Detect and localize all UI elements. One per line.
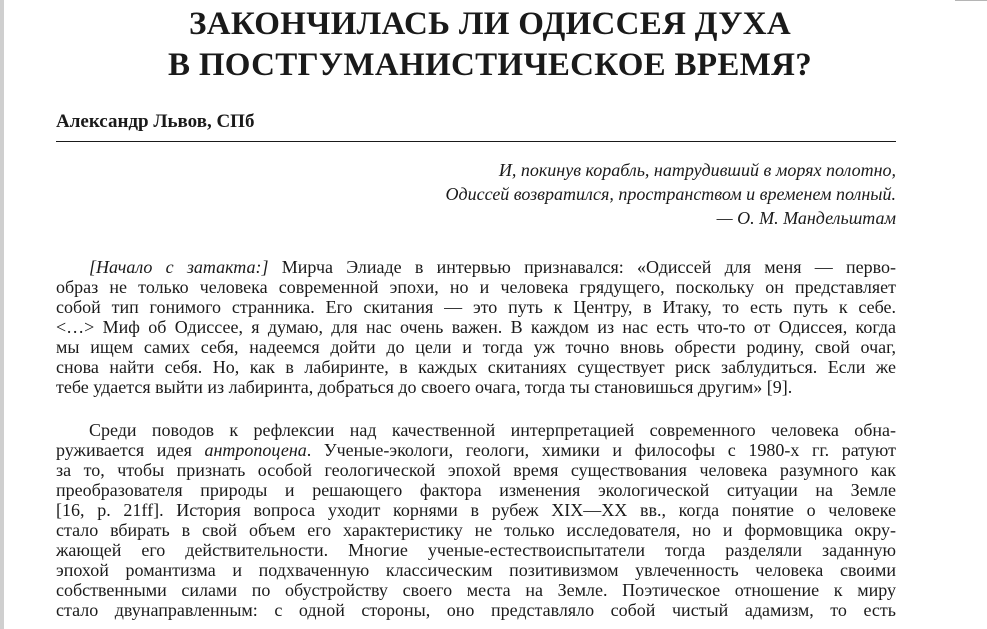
para2-line-3: за то, чтобы признать особой геологической эпохой время существования человека разумного как xyxy=(56,460,896,480)
para1-line-1-text: Мирча Элиаде в интервью признавался: «Одиссей для меня — перво- xyxy=(268,257,897,277)
para2-line-5: [16, p. 21ff]. История вопроса уходит корнями в рубеж XIX—XX вв., когда понятие о человеке xyxy=(56,500,896,520)
para2-line-2-b: . Ученые-экологи, геологи, химики и философы с 1980-х гг. ратуют xyxy=(306,440,897,460)
term-anthropocene: антропоцена xyxy=(204,440,307,460)
author-byline: Александр Львов, СПб xyxy=(56,111,255,132)
para2-line-2 xyxy=(56,440,896,460)
para1-line-5: мы ищем самих себя, надеемся дойти до цели и тогда уж точно вновь обрести родину, свой очаг, xyxy=(56,337,896,357)
para2-line-1: Среди поводов к рефлексии над качественной интерпретацией современного человека обна- xyxy=(89,420,896,440)
top-right-edge-line xyxy=(955,0,987,1)
para1-lead-italic: [Начало с затакта:] xyxy=(89,257,269,277)
article-title-line-1: ЗАКОНЧИЛАСЬ ЛИ ОДИССЕЯ ДУХА xyxy=(188,6,791,42)
left-edge-rule xyxy=(0,0,4,629)
para1-line-4: <…> Миф об Одиссее, я думаю, для нас очень важен. В каждом из нас есть что-то от Одиссея, когда xyxy=(56,317,896,337)
para1-line-6: снова найти себя. Но, как в лабиринте, в каждых скитаниях существует риск заблудиться. Если же xyxy=(56,357,896,377)
para2-line-7: жающей его действительности. Многие ученые-естествоиспытатели тогда разделяли заданную xyxy=(56,540,896,560)
para2-line-9: собственными силами по обустройству своего места на Земле. Поэтическое отношение к миру xyxy=(56,580,896,600)
para2-line-8: эпохой романтизма и подхваченную классическим позитивизмом увлеченность человека своими xyxy=(56,560,896,580)
epigraph-line-2: Одиссей возвратился, пространством и временем полный. xyxy=(445,184,896,204)
article-title-line-2: В ПОСТГУМАНИСТИЧЕСКОЕ ВРЕМЯ? xyxy=(167,47,813,83)
epigraph-line-1: И, покинув корабль, натрудивший в морях полотно, xyxy=(498,160,896,180)
para2-line-2-a: руживается идея xyxy=(56,440,205,460)
para1-line-3: собой тип гонимого странника. Его скитания — это путь к Центру, в Итаку, то есть путь к себе. xyxy=(56,297,896,317)
header-divider xyxy=(56,141,896,142)
para2-line-4: преобразователя природы и решающего фактора изменения экологической ситуации на Земле xyxy=(56,480,896,500)
epigraph-attribution: — О. М. Мандельштам xyxy=(716,208,896,228)
para1-line-7: тебе удается выйти из лабиринта, добраться до своего очага, тогда ты становишься другим» [9]. xyxy=(56,377,793,397)
para1-line-2: образ не только человека современной эпохи, но и человека грядущего, поскольку он представляет xyxy=(56,277,896,297)
para1-line-1 xyxy=(56,257,896,277)
para2-line-10: стало двунаправленным: с одной стороны, оно представляло собой чистый адамизм, то есть xyxy=(56,600,896,620)
para2-line-6: стало вбирать в свой объем его характеристику не только исследователя, но и формовщика окру- xyxy=(56,520,896,540)
